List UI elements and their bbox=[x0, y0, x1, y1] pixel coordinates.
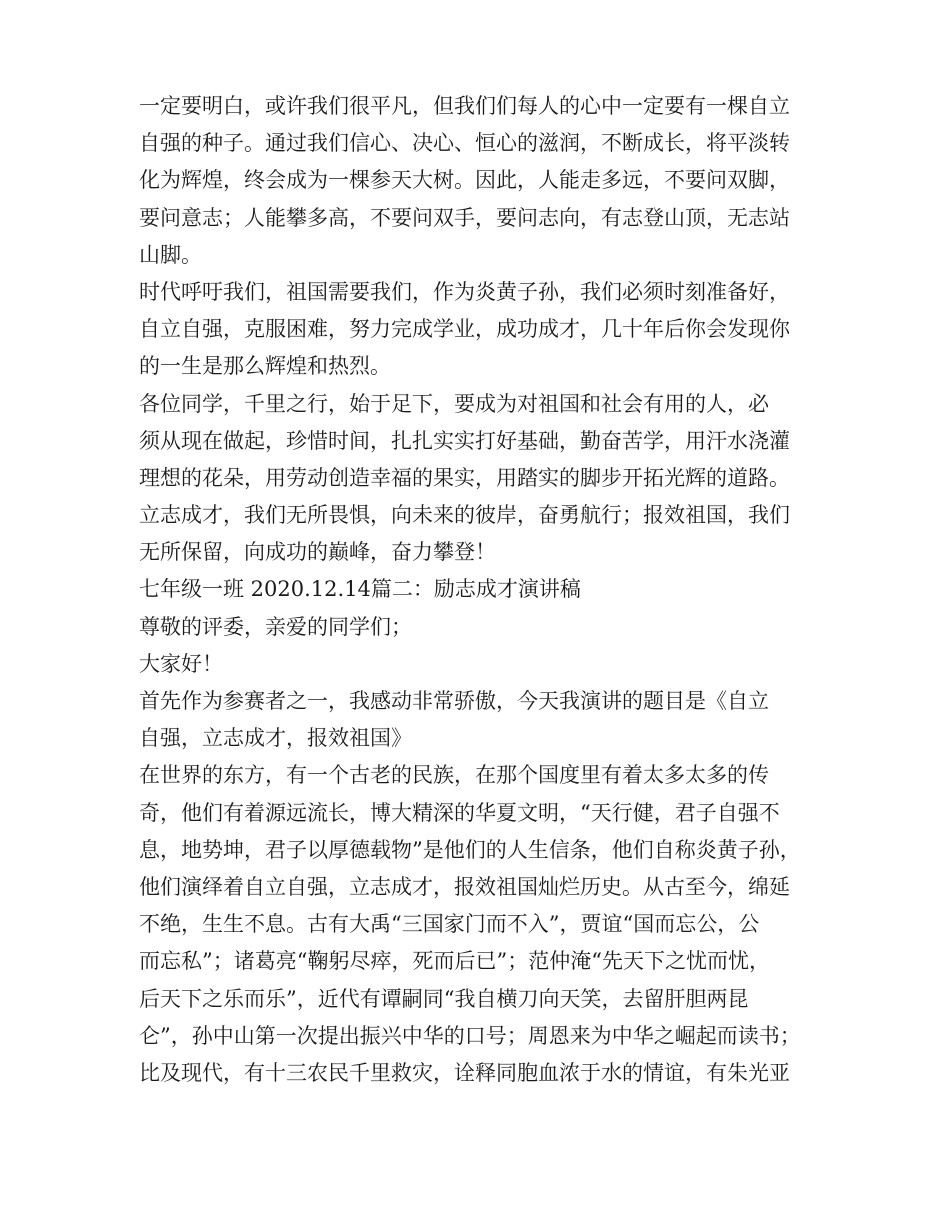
text-line: 不绝，生生不息。古有大禹“三国家门而不入”，贾谊“国而忘公，公 bbox=[139, 912, 760, 937]
text-line: 奇，他们有着源远流长，博大精深的华夏文明，“天行健，君子自强不 bbox=[139, 800, 780, 825]
text-line: 七年级一班 2020.12.14篇二：励志成才演讲稿 bbox=[139, 577, 581, 602]
text-line: 自强，立志成才，报效祖国》 bbox=[139, 726, 412, 751]
text-line: 各位同学，千里之行，始于足下，要成为对祖国和社会有用的人，必 bbox=[139, 391, 769, 416]
text-line: 大家好！ bbox=[139, 651, 223, 676]
text-line: 他们演绎着自立自强，立志成才，报效祖国灿烂历史。从古至今，绵延 bbox=[139, 874, 790, 899]
text-line: 要问意志；人能攀多高，不要问双手，要问志向，有志登山顶，无志站 bbox=[139, 205, 790, 230]
text-line: 而忘私”；诸葛亮“鞠躬尽瘁，死而后已”；范仲淹“先天下之忧而忧， bbox=[139, 949, 770, 974]
text-line: 山脚。 bbox=[139, 242, 202, 267]
text-line: 理想的花朵，用劳动创造幸福的果实，用踏实的脚步开拓光辉的道路。 bbox=[139, 465, 790, 490]
text-line: 比及现代，有十三农民千里救灾，诠释同胞血浓于水的情谊，有朱光亚 bbox=[139, 1060, 790, 1085]
text-line: 无所保留，向成功的巅峰，奋力攀登！ bbox=[139, 540, 496, 565]
text-line: 立志成才，我们无所畏惧，向未来的彼岸，奋勇航行；报效祖国，我们 bbox=[139, 503, 790, 528]
text-line: 仑”，孙中山第一次提出振兴中华的口号；周恩来为中华之崛起而读书； bbox=[139, 1023, 801, 1048]
text-line: 自强的种子。通过我们信心、决心、恒心的滋润，不断成长，将平淡转 bbox=[139, 131, 790, 156]
text-line: 时代呼吁我们，祖国需要我们，作为炎黄子孙，我们必须时刻准备好， bbox=[139, 279, 790, 304]
text-line: 的一生是那么辉煌和热烈。 bbox=[139, 354, 391, 379]
text-line: 息，地势坤，君子以厚德载物”是他们的人生信条，他们自称炎黄子孙， bbox=[139, 837, 801, 862]
text-line: 须从现在做起，珍惜时间，扎扎实实打好基础，勤奋苦学，用汗水浇灌 bbox=[139, 428, 790, 453]
text-line: 后天下之乐而乐”，近代有谭嗣同“我自横刀向天笑，去留肝胆两昆 bbox=[139, 986, 749, 1011]
text-line: 自立自强，克服困难，努力完成学业，成功成才，几十年后你会发现你 bbox=[139, 317, 790, 342]
text-line: 一定要明白，或许我们很平凡，但我们们每人的心中一定要有一棵自立 bbox=[139, 94, 790, 118]
text-line: 在世界的东方，有一个古老的民族，在那个国度里有着太多太多的传 bbox=[139, 763, 769, 788]
text-line: 化为辉煌，终会成为一棵参天大树。因此，人能走多远，不要问双脚， bbox=[139, 168, 790, 193]
text-line: 首先作为参赛者之一，我感动非常骄傲，今天我演讲的题目是《自立 bbox=[139, 689, 769, 713]
text-line: 尊敬的评委，亲爱的同学们； bbox=[139, 614, 412, 639]
